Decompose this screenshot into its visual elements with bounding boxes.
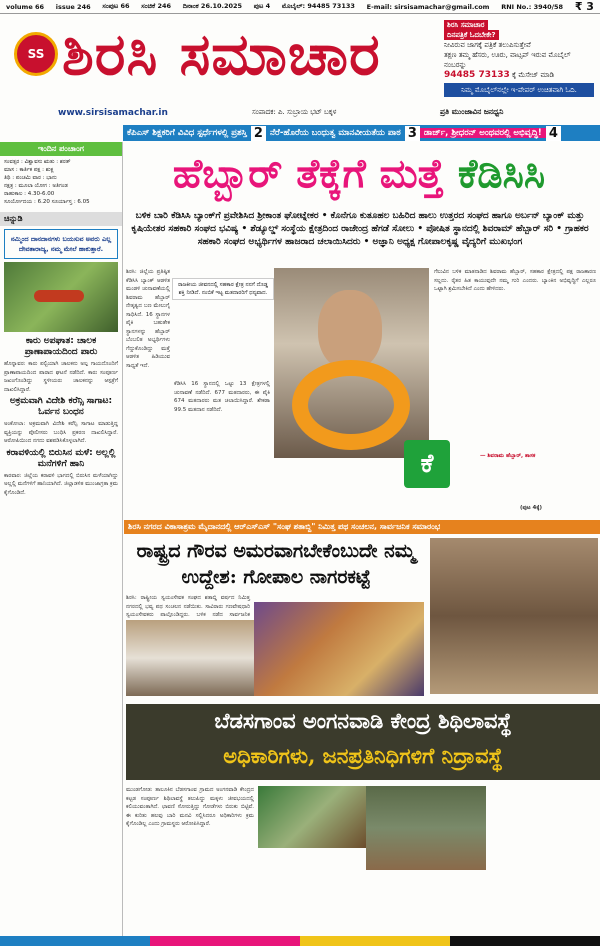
rss-photo-march xyxy=(430,538,598,694)
price: ₹ 3 xyxy=(574,0,594,13)
magenta-swatch xyxy=(150,936,300,946)
ticker-page-3: 4 xyxy=(546,126,561,141)
story-text: ಅಂಕೋಲಾ: ಅಕ್ರಮವಾಗಿ ವಿದೇಶಿ ಕರೆನ್ಸಿ ಸಾಗಾಟ ಮಾಡುತ್ತಿದ್ದ ವ್ಯಕ್ತಿಯನ್ನು ಪೊಲೀಸರು ಬಂಧಿಸಿ ಪ್ರಕರಣ ದಾಖಲಿಸಿದ್ದಾರೆ. ಆರೋಪಿಯಿಂದ ನಗದು ವಶಪಡಿಸಿಕೊಳ್ಳಲಾಗಿದೆ. xyxy=(4,421,118,444)
anganwadi-headline-1: ಬೆಡಸಗಾಂವ ಅಂಗನವಾಡಿ ಕೇಂದ್ರ ಶಿಥಿಲಾವಸ್ಥೆ xyxy=(214,708,512,733)
story-text: ಹೊನ್ನಾವರ: ಕಾರು ಪಲ್ಟಿಯಾಗಿ ಚಾಲಕನು ಅಲ್ಪ ಗಾಯದೊಂದಿಗೆ ಪ್ರಾಣಾಪಾಯದಿಂದ ಪಾರಾದ ಘಟನೆ ನಡೆದಿದೆ. ಕಾರು ಸಂಪೂರ್ಣ ಜಖಂಗೊಂಡಿದ್ದು ಸ್ಥಳೀಯರು ಚಾಲಕನನ್ನು ಆಸ್ಪತ್ರೆಗೆ ದಾಖಲಿಸಿದ್ದಾರೆ. xyxy=(4,361,118,393)
promo-line2: ದಿನಪತ್ರಿಕೆ ಓದಬೇಕೇ? xyxy=(444,30,499,40)
anganwadi-photo-2 xyxy=(366,786,486,870)
ticker-item-2[interactable]: ನೆರೆ-ಹೊರೆಯ ಬಂಧುತ್ವ ಮಾನವೀಯತೆಯ ಪಾಠ xyxy=(269,128,401,138)
panchang-row: ತಿಥಿ : ಪಂಚಮಿ ವಾರ : ಭಾನು xyxy=(4,175,57,181)
color-registration-bar xyxy=(0,936,600,946)
rss-photo-stage xyxy=(254,602,424,696)
lead-column-1: ಶಿರಸಿ: ಜಿಲ್ಲೆಯ ಪ್ರತಿಷ್ಠಿತ ಕೆಡಿಸಿಸಿ ಬ್ಯಾಂಕ್ ಆಡಳಿತ ಮಂಡಳಿ ಚುನಾವಣೆಯಲ್ಲಿ ಶಿವರಾಮ ಹೆಬ್ಬಾರ್ ನೇತೃತ್ವದ ಬಣ ಮೇಲುಗೈ ಸಾಧಿಸಿದೆ. 16 ಸ್ಥಾನಗಳ ಪೈಕಿ ಬಹುತೇಕ ಸ್ಥಾನಗಳನ್ನು ಹೆಬ್ಬಾರ್ ಬೆಂಬಲಿತ ಅಭ್ಯರ್ಥಿಗಳು ಗೆದ್ದುಕೊಂಡಿದ್ದು ಮತ್ತೆ ಆಡಳಿತ ಹಿಡಿಯುವ ಸಾಧ್ಯತೆ ಇದೆ. xyxy=(126,269,170,369)
story-title[interactable]: ಕಾರು ಅಪಘಾತ: ಚಾಲಕ ಪ್ರಾಣಾಪಾಯದಿಂದ ಪಾರು xyxy=(24,336,98,357)
panchang-row: ಸಂವತ್ಸರ : ವಿಶ್ವಾವಸು ಋತು : ಶರತ್ xyxy=(4,159,71,165)
rss-text: ಶಿರಸಿ: ರಾಷ್ಟ್ರೀಯ ಸ್ವಯಂಸೇವಕ ಸಂಘದ ಶತಾಬ್ದಿ ವರ್ಷದ ನಿಮಿತ್ತ ನಗರದಲ್ಲಿ ಭವ್ಯ ಪಥ ಸಂಚಲನ ನಡೆಯಿತು. ಸಾವಿರಾರು ಗಣವೇಷಧಾರಿ ಸ್ವಯಂಸೇವಕರು ಪಾಲ್ಗೊಂಡಿದ್ದರು. ಬಳಿಕ ನಡೆದ ಸಾರ್ವಜನಿಕ xyxy=(126,595,250,618)
lead-headline-part2: ಕೆಡಿಸಿಸಿ xyxy=(457,150,546,197)
accident-photo xyxy=(4,262,118,332)
portrait-face xyxy=(318,290,382,370)
kn-volume: ಸಂಪುಟ 66 xyxy=(102,2,130,10)
lead-column-3: ಗೆಲುವಿನ ಬಳಿಕ ಮಾತನಾಡಿದ ಶಿವರಾಮ ಹೆಬ್ಬಾರ್, ಸಹಕಾರ ಕ್ಷೇತ್ರದಲ್ಲಿ ಪಕ್ಷ ರಾಜಕಾರಣ ಸಲ್ಲದು. ರೈತರ ಹಿತ ಕಾಯುವುದೇ ನಮ್ಮ ಗುರಿ ಎಂದರು. ಬ್ಯಾಂಕಿನ ಅಭಿವೃದ್ಧಿಗೆ ಎಲ್ಲರೂ ಒಟ್ಟಾಗಿ ಶ್ರಮಿಸಬೇಕಿದೆ ಎಂದು ಹೇಳಿದರು. xyxy=(434,269,596,292)
panchang-row: ನಕ್ಷತ್ರ : ಮೂಲಾ ಯೋಗ : ಅತಿಗಂಡ xyxy=(4,183,68,189)
date: ದಿನಾಂಕ 26.10.2025 xyxy=(182,2,243,10)
continued-label: (ಪುಟ 4ಕ್ಕೆ) xyxy=(520,505,543,511)
cyan-swatch xyxy=(0,936,150,946)
rss-photo-dignitaries xyxy=(126,620,254,696)
promo-phone: 94485 73133 xyxy=(444,70,510,80)
rss-headline[interactable]: ರಾಷ್ಟ್ರದ ಗೌರವ ಅಮರವಾಗಬೇಕೆಂಬುದೇ ನಮ್ಮ ಉದ್ದೇಶ: ಗೋಪಾಲ ನಾಗರಕಟ್ಟೆ xyxy=(136,540,416,588)
story-title[interactable]: ಅಕ್ರಮವಾಗಿ ವಿದೇಶಿ ಕರೆನ್ಸಿ ಸಾಗಾಟ: ಓರ್ವನ ಬಂಧನ xyxy=(9,396,113,417)
lead-deck: ಬಳಿಕ ಬಾರಿ ಕೆಡಿಸಿಸಿ ಬ್ಯಾಂಕ್‌ಗೆ ಪ್ರವೇಶಿಸಿದ ಶ್ರೀಕಾಂತ ಘೋಟ್ನೇಕರ • ಕೊನೆಗೂ ಕುತೂಹಲ ಬಹಿರಿದ ಹಾಲು ಉತ್ತರದ ಸಂಘದ ಹಾಗೂ ಅರ್ಬನ್ ಬ್ಯಾಂಕ್ ಮತ್ತು ಕೃಷಿಯೇತರ ಸಹಕಾರಿ ಸಂಘದ ಭವಿಷ್ಯ • ಶೆಡ್ಯೂಲ್ಡ್ ಸಂಸ್ಥೆಯ ಕ್ಷೇತ್ರದಿಂದ ರಾಜೇಂದ್ರ ಹೆಗಡೆ ಸೋಲು • ಪೋಷಿತ ಸ್ಥಾನದಲ್ಲಿ ಶಿವರಾಮ್ ಹೆಬ್ಬಾರ್ ಸರಿ • ಗ್ರಾಹಕರ ಸಹಕಾರಿ ಸಂಘದ ಅಭ್ಯರ್ಥಿಗಳ ಹಾಜರಾದ ಚಲಾಯಿಸಿದರು • ಅಜ್ಞಾನಿ ಅಧ್ಯಕ್ಷ ಗೋಪಾಲಕೃಷ್ಣ ವೈದ್ಯರಿಗೆ ಮುಖಭಂಗ xyxy=(131,211,589,247)
anganwadi-photo-1 xyxy=(258,786,368,848)
panchang-row: ಸೂರ್ಯೋದಯ : 6.20 ಸೂರ್ಯಾಸ್ತ : 6.05 xyxy=(4,199,90,205)
story-text: ಕಾರವಾರ: ಜಿಲ್ಲೆಯ ಕರಾವಳಿ ಭಾಗದಲ್ಲಿ ಬಿರುಸಿನ ಮಳೆಯಾಗಿದ್ದು ಅಲ್ಲಲ್ಲಿ ಮನೆಗಳಿಗೆ ಹಾನಿಯಾಗಿದೆ. ಜಿಲ್ಲಾಡಳಿತ ಮುಂಜಾಗ್ರತಾ ಕ್ರಮ ಕೈಗೊಂಡಿದೆ. xyxy=(4,472,118,496)
panchang-row: ಮಾಸ : ಕಾರ್ತಿಕ ಪಕ್ಷ : ಶುಕ್ಲ xyxy=(4,167,54,173)
masthead-title: ಶಿರಸಿ ಸಮಾಚಾರ xyxy=(62,20,381,88)
volume: volume 66 xyxy=(6,2,45,11)
ticker-page-2: 3 xyxy=(405,126,420,141)
pages: ಪುಟ 4 xyxy=(253,2,271,10)
hebbar-photo xyxy=(274,268,429,458)
website-link[interactable]: www.sirsisamachar.in xyxy=(58,108,168,118)
newspaper-logo-icon: SS xyxy=(14,32,58,76)
anganwadi-banner[interactable] xyxy=(126,704,600,780)
promo-epaper: ನಿಮ್ಮ ಮೊಬೈಲ್‌ನಲ್ಲೇ ಇ-ಪೇಪರ್ ಉಚಿತವಾಗಿ ಓದಿ. xyxy=(444,83,594,97)
issue: issue 246 xyxy=(55,2,91,11)
promo-line4: ತಕ್ಷಣ ತಮ್ಮ ಹೆಸರು, ಊರು, ವಾಟ್ಸಪ್ ಇರುವ ಮೊಬೈಲ್ ನಂಬರನ್ನು xyxy=(444,51,571,69)
promo-line5: ಕ್ಕೆ ಮೆಸೇಜ್ ಮಾಡಿ xyxy=(512,71,555,79)
panchang-table xyxy=(0,156,122,208)
lead-quote: ರಾಜಕೀಯ ಜೀವನದಲ್ಲಿ ಸಹಕಾರ ಕ್ಷೇತ್ರ ನನಗೆ ದೊಡ್ಡ ಶಕ್ತಿ ನೀಡಿದೆ. ನಂಬಿಕೆ ಇಟ್ಟ ಮತದಾರರಿಗೆ ಧನ್ಯವಾದ. xyxy=(172,278,274,300)
rni: RNI No.: 3940/58 xyxy=(501,2,564,11)
garland xyxy=(292,360,410,450)
anganwadi-headline-2: ಅಧಿಕಾರಿಗಳು, ಜನಪ್ರತಿನಿಧಿಗಳಿಗೆ ನಿದ್ರಾವಸ್ಥೆ xyxy=(223,743,503,768)
lead-headline-part1: ಹೆಬ್ಬಾರ್ ತೆಕ್ಕೆಗೆ ಮತ್ತೆ xyxy=(172,150,458,197)
ticker-page-1: 2 xyxy=(251,126,266,141)
ticker-item-1[interactable]: ಕೆಪಿಎಸ್ ಶಿಕ್ಷಕರಿಗೆ ವಿವಿಧ ಸ್ಪರ್ಧೆಗಳಲ್ಲಿ ಪ್ರಶಸ್ತಿ xyxy=(127,128,247,138)
promo-line3: ನೀವಿರುವ ಜಾಗಕ್ಕೆ ಪತ್ರಿಕೆ ತಲುಪಿಸುತ್ತೇವೆ xyxy=(444,41,531,49)
email: E-mail: sirsisamachar@gmail.com xyxy=(366,2,490,11)
yellow-swatch xyxy=(300,936,450,946)
issue-info-bar xyxy=(0,0,600,14)
anganwadi-text: ಮುಂಡಗೋಡ: ತಾಲೂಕಿನ ಬೆಡಸಗಾಂವ ಗ್ರಾಮದ ಅಂಗನವಾಡಿ ಕೇಂದ್ರದ ಕಟ್ಟಡ ಸಂಪೂರ್ಣ ಶಿಥಿಲಾವಸ್ಥೆ ತಲುಪಿದ್ದು ಮಕ್ಕಳು ಜೀವಭಯದಲ್ಲಿ ಕಲಿಯುವಂತಾಗಿದೆ. ಛಾವಣಿ ಸೋರುತ್ತಿದ್ದು ಗೋಡೆಗಳು ಬಿರುಕು ಬಿಟ್ಟಿವೆ. ಈ ಕುರಿತು ಹಲವು ಬಾರಿ ಮನವಿ ಸಲ್ಲಿಸಿದರೂ ಅಧಿಕಾರಿಗಳು ಕ್ರಮ ಕೈಗೊಂಡಿಲ್ಲ ಎಂದು ಗ್ರಾಮಸ್ಥರು ಆರೋಪಿಸಿದ್ದಾರೆ. xyxy=(126,787,254,827)
kn-issue: ಸಂಚಿಕೆ 246 xyxy=(141,2,172,10)
left-sidebar xyxy=(0,142,123,946)
rss-event-strip: ಶಿರಸಿ ನಗರದ ವಿಕಾಸಾಶ್ರಮ ಮೈದಾನದಲ್ಲಿ ಆರ್‌ಎಸ್‌ಎಸ್ "ಸಂಘ ಶತಾಬ್ದಿ" ನಿಮಿತ್ತ ಪಥ ಸಂಚಲನ, ಸಾರ್ವಜನಿಕ ಸಮಾರಂಭ xyxy=(124,520,600,534)
tagline: ಪ್ರತಿ ಮುಂಜಾವಿನ ಜನಧ್ವನಿ xyxy=(440,107,504,116)
mobile: ಮೊಬೈಲ್: 94485 73133 xyxy=(281,2,355,10)
editor-credit: ಸಂಪಾದಕ: ಪಿ. ಸುಬ್ರಾಯ ಭಟ್ ಬಕ್ಕಳ xyxy=(252,108,337,116)
ticker-item-3[interactable]: ಡಾರ್ಜ್, ಶ್ರೀಧರನ್ ಅಂಥವರಲ್ಲಿ ಅಭಿವೃದ್ಧಿ! xyxy=(420,128,546,138)
kdcc-logo-icon: ಕೆ xyxy=(404,440,450,488)
panchang-row: ರಾಹುಕಾಲ : 4.30-6.00 xyxy=(4,191,55,197)
black-swatch xyxy=(450,936,600,946)
story-title[interactable]: ಕರಾವಳಿಯಲ್ಲಿ ಬಿರುಸಿನ ಮಳೆ: ಅಲ್ಲಲ್ಲಿ ಮನೆಗಳಿಗೆ ಹಾನಿ xyxy=(6,447,116,469)
chinnudi-heading: ಚಿನ್ನುಡಿ xyxy=(0,212,122,226)
lead-signature: — ಶಿವರಾಮ ಹೆಬ್ಬಾರ್, ಶಾಸಕ xyxy=(480,453,536,459)
subscription-promo xyxy=(444,20,594,97)
inside-pages-ticker xyxy=(123,125,600,141)
lead-headline[interactable] xyxy=(124,148,594,200)
quote-box: ನಮ್ಮಿಂದ ದಾನದಾನಗಳು ಬಯಸುವ ಅವರು ಎಲ್ಲ ದೇವತಾರಾಜ್ಯ, ನಮ್ಮ ಮೇಲೆ ಹಾಕುತ್ತಾರೆ. xyxy=(4,229,118,259)
panchang-title: ಇಂದಿನ ಪಂಚಾಂಗ xyxy=(0,142,122,156)
lead-stats: ಕೆಡಿಸಿಸಿ 16 ಸ್ಥಾನದಲ್ಲಿ ಒಟ್ಟು 13 ಕ್ಷೇತ್ರಗಳಲ್ಲಿ ಚುನಾವಣೆ ನಡೆದಿದೆ. 677 ಮತದಾರರು, ಈ ಪೈಕಿ 674 ಮತದಾರರು ಮತ ಚಲಾಯಿಸಿದ್ದಾರೆ. ಶೇಕಡಾ 99.5 ಮತದಾನ ನಡೆದಿದೆ. xyxy=(174,381,270,413)
promo-line1: ಶಿರಸಿ ಸಮಾಚಾರ xyxy=(444,20,488,30)
